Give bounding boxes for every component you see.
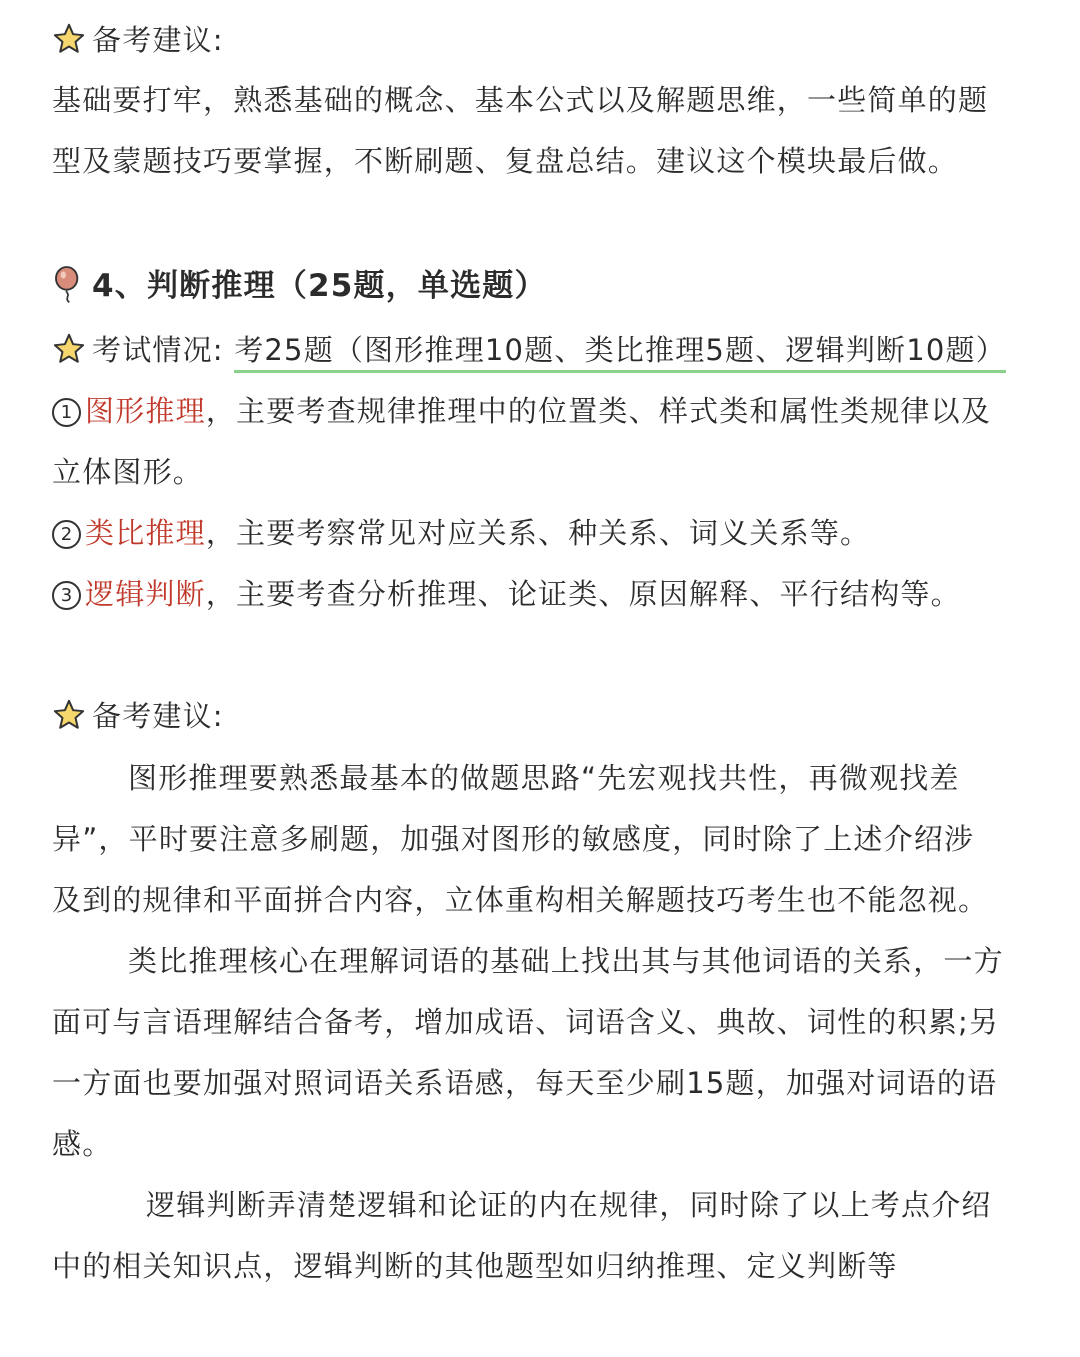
paragraph-line: 逻辑判断弄清楚逻辑和论证的内在规律，同时除了以上考点介绍 [146,1188,992,1222]
exam-detail: 考25题（图形推理10题、类比推理5题、逻辑判断10题） [234,330,1006,373]
exam-info-row [52,328,1030,372]
balloon-icon [52,266,84,304]
circled-number: 1 [52,398,81,427]
tips-title: 备考建议: [92,23,224,57]
star-icon [52,22,86,56]
paragraph-line: 异”，平时要注意多刷题，加强对图形的敏感度，同时除了上述介绍涉 [52,822,975,856]
item-name: 逻辑判断 [85,577,206,611]
tips-title: 备考建议: [92,699,224,733]
star-icon [52,332,86,366]
circled-number: 3 [52,581,81,610]
item-row [52,572,1030,616]
paragraph-line: 及到的规律和平面拼合内容，立体重构相关解题技巧考生也不能忽视。 [52,883,989,917]
paragraph-line: 型及蒙题技巧要掌握，不断刷题、复盘总结。建议这个模块最后做。 [52,144,959,178]
item-name: 图形推理 [85,394,206,428]
paragraph-line: 一方面也要加强对照词语关系语感，每天至少刷15题，加强对词语的语 [52,1066,998,1100]
section-heading-row [52,264,1030,308]
tips-title-row [52,18,1030,62]
exam-label: 考试情况: [92,333,224,367]
paragraph-line: 面可与言语理解结合备考，增加成语、词语含义、典故、词性的积累;另 [52,1005,1000,1039]
tips-title-row [52,694,1030,738]
paragraph-line: 感。 [52,1127,113,1161]
item-text: ，主要考查规律推理中的位置类、样式类和属性类规律以及 [205,394,992,428]
paragraph-line: 中的相关知识点，逻辑判断的其他题型如归纳推理、定义判断等 [52,1249,898,1283]
item-continuation: 立体图形。 [52,455,204,489]
paragraph-line: 类比推理核心在理解词语的基础上找出其与其他词语的关系，一方 [128,944,1004,978]
circled-number: 2 [52,520,81,549]
section-heading: 4、判断推理（25题，单选题） [92,268,547,304]
item-text: ，主要考察常见对应关系、种关系、词义关系等。 [205,516,871,550]
item-row [52,511,1030,555]
item-name: 类比推理 [85,516,206,550]
paragraph-line: 基础要打牢，熟悉基础的概念、基本公式以及解题思维，一些简单的题 [52,83,989,117]
paragraph-line: 图形推理要熟悉最基本的做题思路“先宏观找共性，再微观找差 [128,761,960,795]
star-icon [52,698,86,732]
item-row [52,389,1030,433]
item-text: ，主要考查分析推理、论证类、原因解释、平行结构等。 [205,577,961,611]
